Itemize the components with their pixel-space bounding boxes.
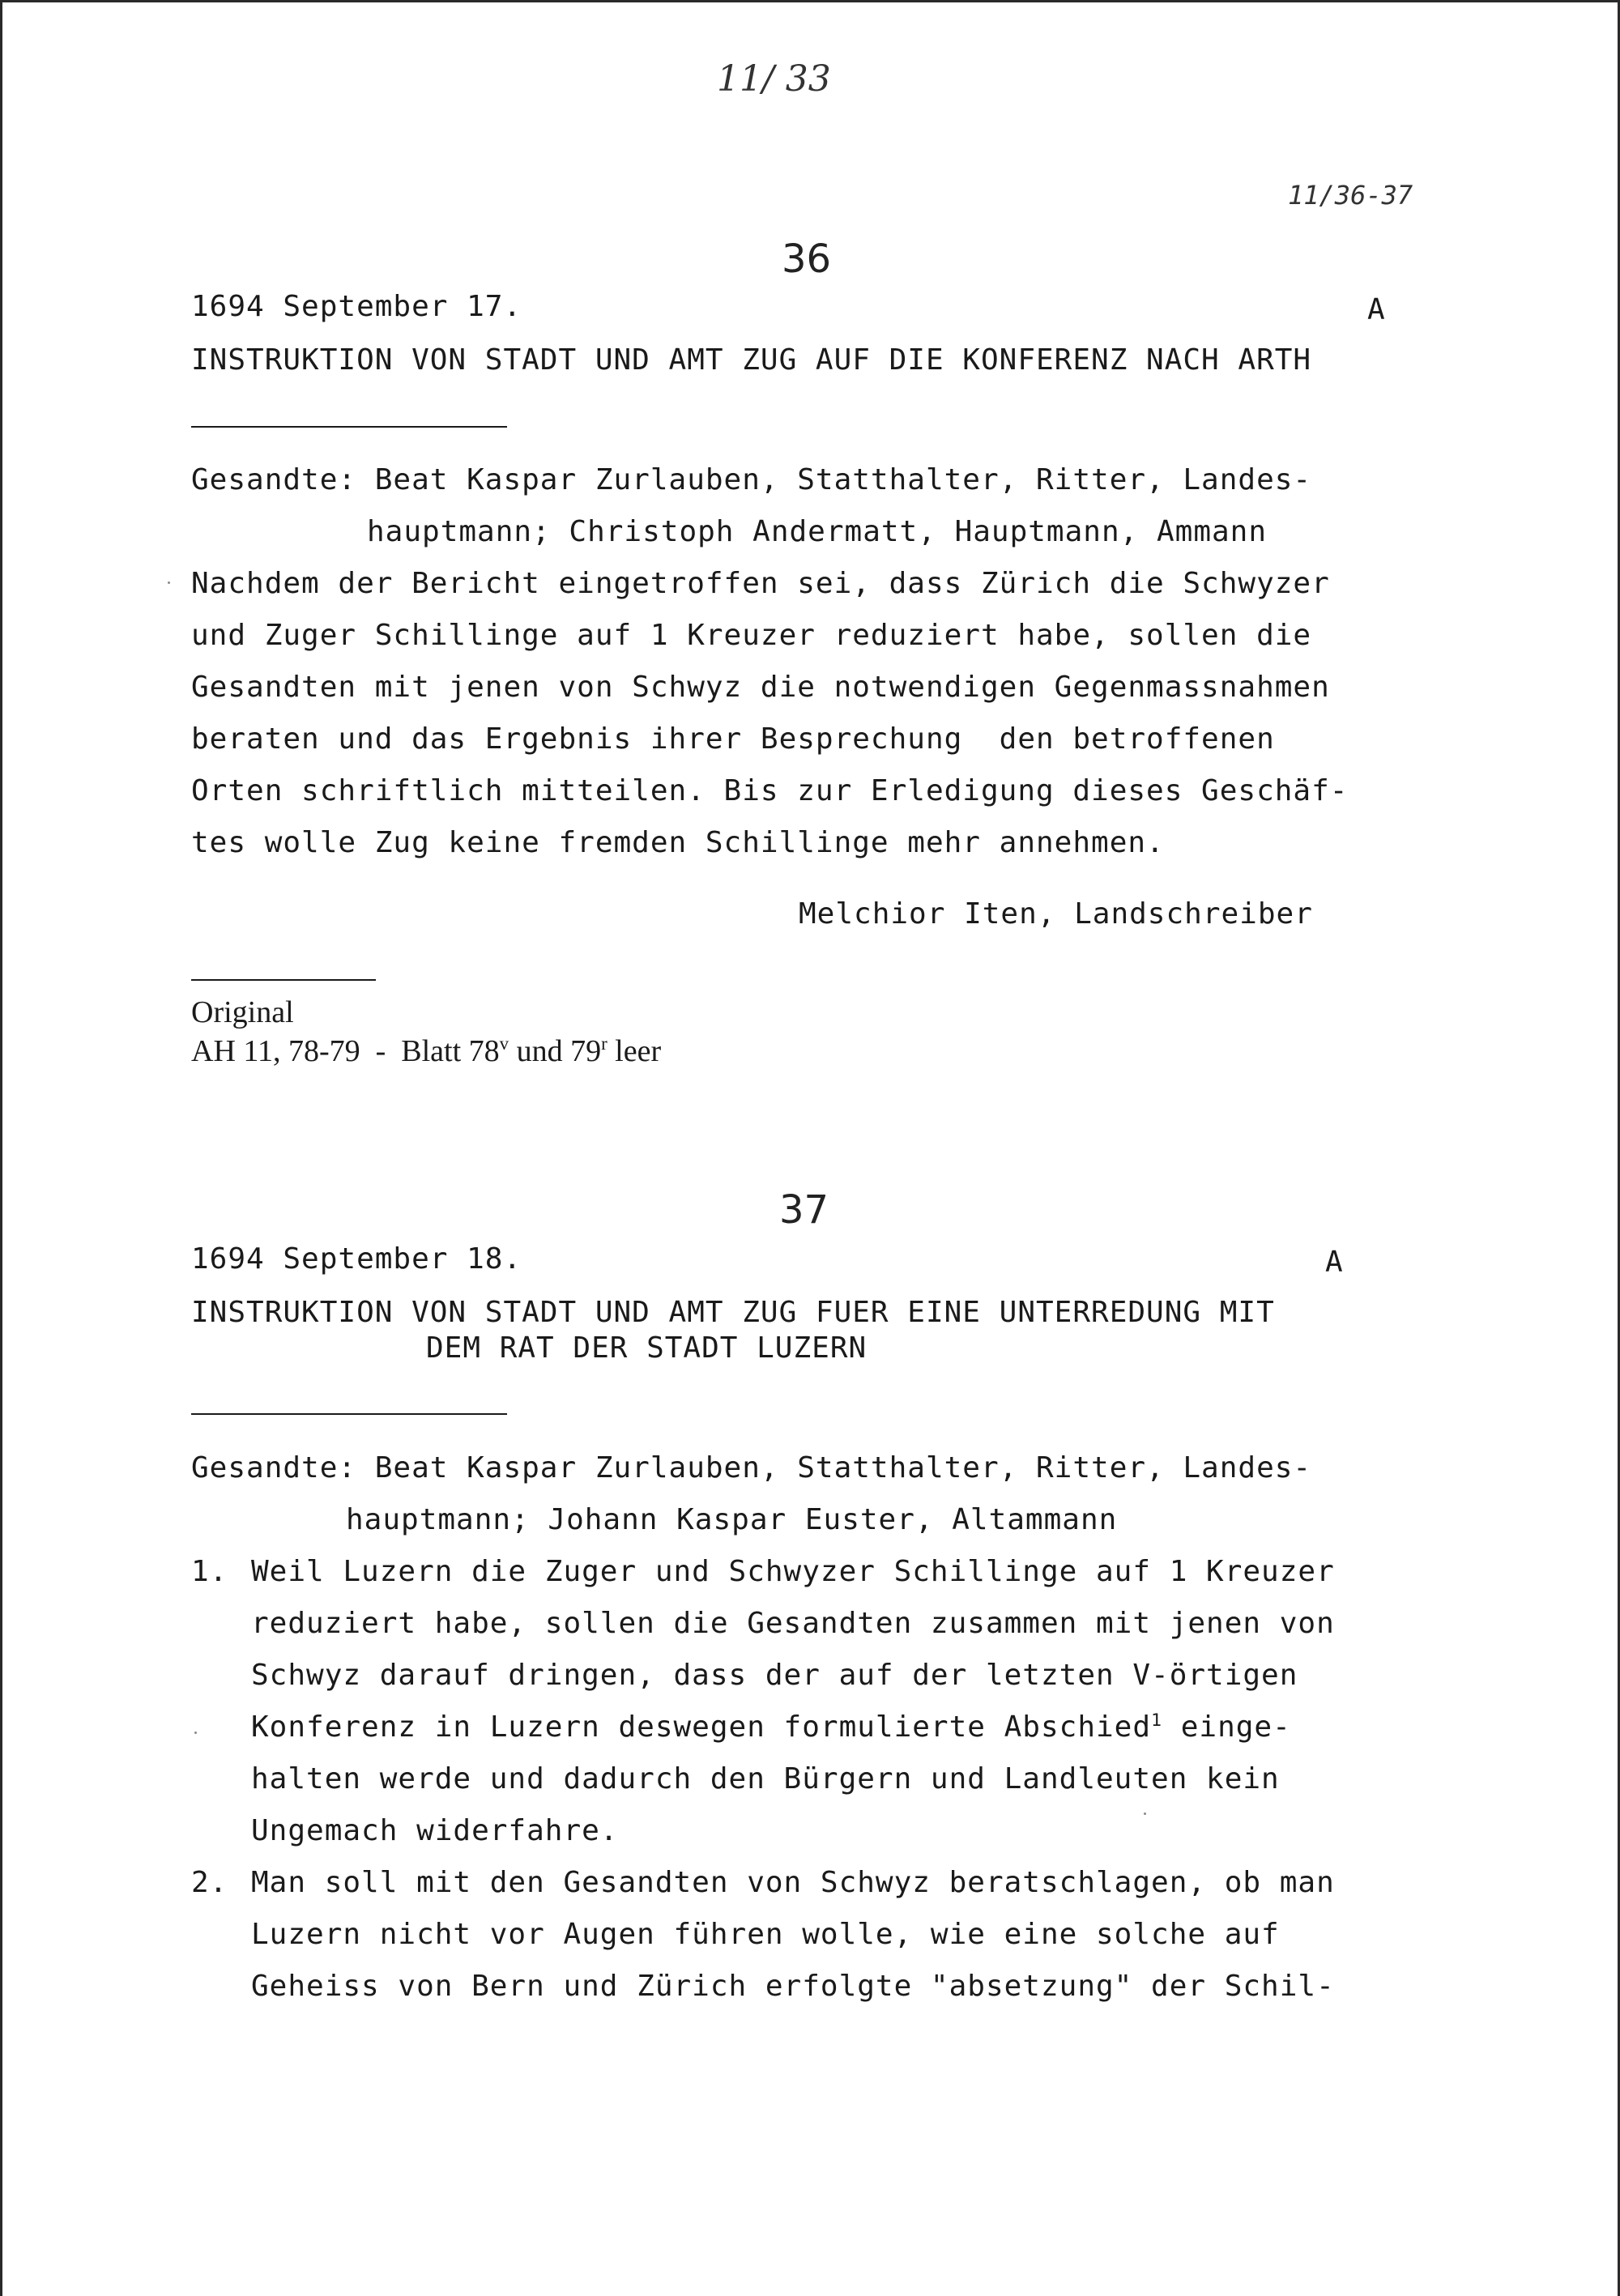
verso-superscript: v bbox=[499, 1033, 509, 1054]
entry-37-title-line2: DEM RAT DER STADT LUZERN bbox=[426, 1331, 868, 1365]
item-2-number: 2. bbox=[191, 1866, 228, 1899]
item-1-line: halten werde und dadurch den Bürgern und Landleuten kein bbox=[251, 1762, 1280, 1795]
archive-reference: 11/36-37 bbox=[1288, 180, 1413, 211]
entry-37-date: 1694 September 18. bbox=[191, 1242, 522, 1276]
entry-36-source-label: Original bbox=[191, 995, 294, 1029]
scan-speck bbox=[194, 1732, 197, 1734]
section-divider bbox=[191, 426, 507, 428]
scan-speck bbox=[168, 581, 170, 584]
item-2-line: Luzern nicht vor Augen führen wolle, wie eine solche auf bbox=[251, 1918, 1280, 1951]
entry-36-body-line: tes wolle Zug keine fremden Schillinge mehr annehmen. bbox=[191, 826, 1165, 859]
entry-36-body-line: und Zuger Schillinge auf 1 Kreuzer reduziert habe, sollen die bbox=[191, 619, 1312, 652]
item-1-line-with-footnote bbox=[251, 1710, 1291, 1744]
item-2-line: Man soll mit den Gesandten von Schwyz beratschlagen, ob man bbox=[251, 1866, 1335, 1899]
source-divider bbox=[191, 979, 376, 981]
recto-superscript: r bbox=[601, 1033, 608, 1054]
item-1-line: Weil Luzern die Zuger und Schwyzer Schillinge auf 1 Kreuzer bbox=[251, 1555, 1335, 1588]
footnote-marker: 1 bbox=[1151, 1710, 1163, 1732]
entry-36-body-line: Orten schriftlich mitteilen. Bis zur Erledigung dieses Geschäf- bbox=[191, 774, 1349, 807]
entry-36-body-line: Gesandten mit jenen von Schwyz die notwendigen Gegenmassnahmen bbox=[191, 671, 1330, 704]
entry-36-body-line: Nachdem der Bericht eingetroffen sei, dass Zürich die Schwyzer bbox=[191, 567, 1330, 600]
entry-number-36: 36 bbox=[782, 236, 832, 282]
scan-speck bbox=[1144, 1813, 1146, 1815]
item-2-line: Geheiss von Bern und Zürich erfolgte "absetzung" der Schil- bbox=[251, 1970, 1335, 2003]
entry-37-envoys-line1: Gesandte: Beat Kaspar Zurlauben, Statthalter, Ritter, Landes- bbox=[191, 1451, 1312, 1485]
entry-number-37: 37 bbox=[779, 1187, 829, 1233]
item-1-number: 1. bbox=[191, 1555, 228, 1588]
item-1-line-end: einge- bbox=[1162, 1710, 1291, 1744]
entry-36-marker: A bbox=[1367, 293, 1386, 326]
entry-36-signature: Melchior Iten, Landschreiber bbox=[799, 897, 1313, 931]
entry-36-envoys-line2: hauptmann; Christoph Andermatt, Hauptmann, Ammann bbox=[367, 515, 1268, 548]
entry-37-title-line1: INSTRUKTION VON STADT UND AMT ZUG FUER EINE UNTERREDUNG MIT bbox=[191, 1296, 1275, 1329]
entry-37-marker: A bbox=[1325, 1246, 1344, 1279]
item-1-line: Schwyz darauf dringen, dass der auf der letzten V-örtigen bbox=[251, 1659, 1298, 1692]
entry-36-date: 1694 September 17. bbox=[191, 290, 522, 323]
source-ref-text: AH 11, 78-79 - Blatt 78 bbox=[191, 1034, 500, 1068]
entry-36-body-line: beraten und das Ergebnis ihrer Besprechung den betroffenen bbox=[191, 722, 1275, 756]
page-border-left bbox=[0, 0, 2, 2296]
entry-36-envoys-line1: Gesandte: Beat Kaspar Zurlauben, Statthalter, Ritter, Landes- bbox=[191, 463, 1312, 496]
entry-37-envoys-line2: hauptmann; Johann Kaspar Euster, Altammann bbox=[346, 1503, 1118, 1536]
source-ref-end: leer bbox=[607, 1034, 662, 1068]
entry-36-title: INSTRUKTION VON STADT UND AMT ZUG AUF DIE KONFERENZ NACH ARTH bbox=[191, 343, 1312, 377]
handwritten-reference: 11/ 33 bbox=[717, 58, 831, 100]
item-1-line: Ungemach widerfahre. bbox=[251, 1814, 619, 1847]
source-ref-mid: und 79 bbox=[509, 1034, 602, 1068]
entry-36-source-reference bbox=[191, 1033, 661, 1069]
item-1-line: reduziert habe, sollen die Gesandten zusammen mit jenen von bbox=[251, 1607, 1335, 1640]
section-divider bbox=[191, 1413, 507, 1415]
item-1-line-text: Konferenz in Luzern deswegen formulierte Abschied bbox=[251, 1710, 1152, 1744]
page-border-top bbox=[0, 0, 1620, 2]
